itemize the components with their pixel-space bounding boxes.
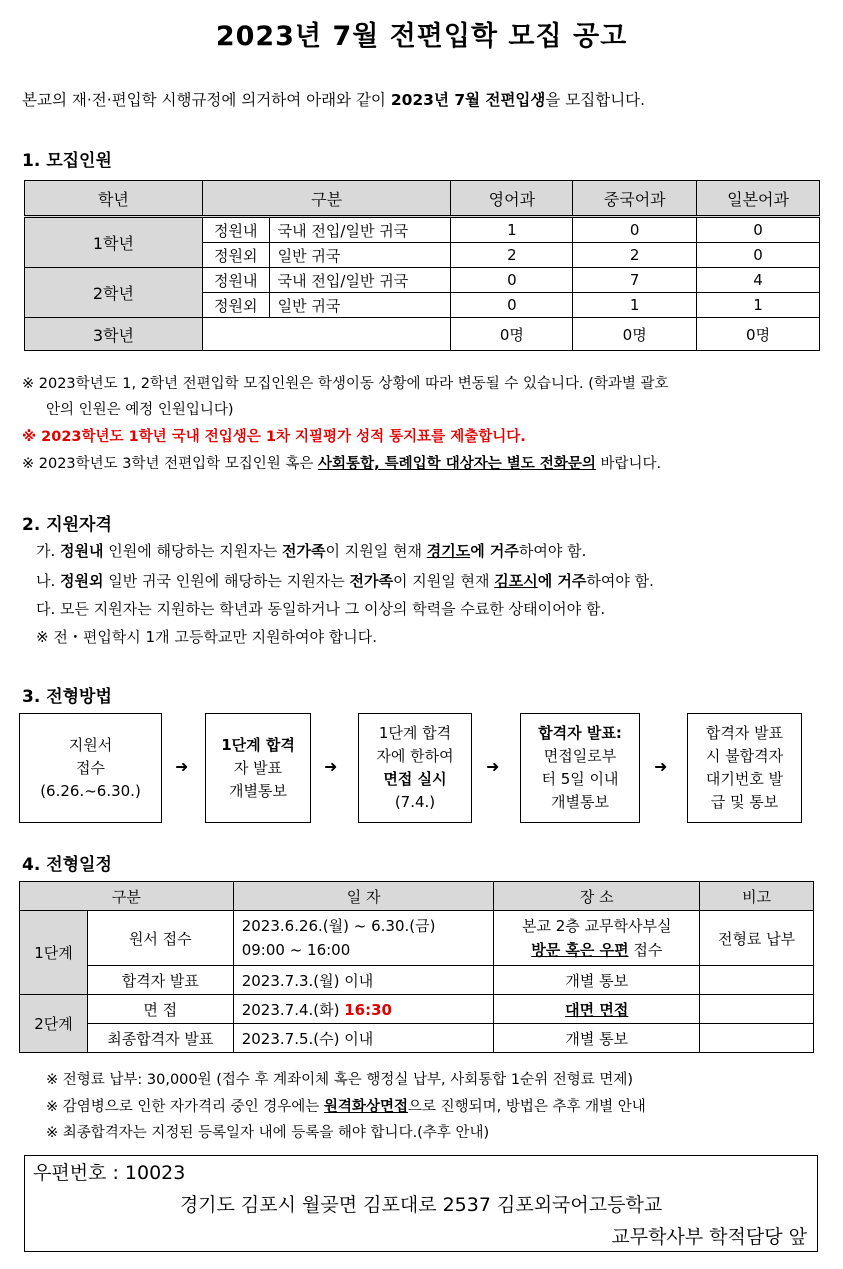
header-japanese: 일본어과 bbox=[697, 181, 820, 217]
page-title: 2023년 7월 전편입학 모집 공고 bbox=[215, 21, 628, 52]
note-recruitment-change: ※ 2023학년도 1, 2학년 전편입학 모집인원은 학생이동 상황에 따라 변동될 수 있습니다. (학과별 괄호 bbox=[22, 376, 669, 392]
header-remark: 비고 bbox=[700, 882, 814, 911]
qualification-note: ※ 전・편입학시 1개 고등학교만 지원하여야 합니다. bbox=[36, 628, 378, 646]
section-qualification-heading: 2. 지원자격 bbox=[22, 515, 112, 535]
table-row: 2학년 정원내 국내 전입/일반 귀국 0 7 4 bbox=[25, 268, 820, 293]
intro-text: 본교의 재·전·편입학 시행규정에 의거하여 아래와 같이 2023년 7월 전편입생을 모집합니다. bbox=[22, 91, 646, 109]
note-recruitment-change-cont: 안의 인원은 예정 인원입니다) bbox=[46, 402, 234, 418]
note-fee: ※ 전형료 납부: 30,000원 (접수 후 계좌이체 혹은 행정실 납부, 사회통합 1순위 전형료 면제) bbox=[46, 1072, 634, 1088]
note-remote-interview: ※ 감염병으로 인한 자가격리 중인 경우에는 원격화상면접으로 진행되며, 방법은 추후 개별 안내 bbox=[46, 1099, 646, 1115]
section-method-heading: 3. 전형방법 bbox=[22, 687, 112, 707]
table-row: 최종합격자 발표 2023.7.5.(수) 이내 개별 통보 bbox=[20, 1024, 814, 1053]
arrow-icon: ➜ bbox=[175, 757, 189, 776]
header-category: 구분 bbox=[20, 882, 234, 911]
header-place: 장 소 bbox=[494, 882, 700, 911]
header-english: 영어과 bbox=[451, 181, 573, 217]
header-chinese: 중국어과 bbox=[573, 181, 697, 217]
header-type: 구분 bbox=[202, 181, 451, 217]
qualification-c: 다. 모든 지원자는 지원하는 학년과 동일하거나 그 이상의 학력을 수료한 상태이어야 함. bbox=[36, 600, 606, 618]
table-row: 합격자 발표 2023.7.3.(월) 이내 개별 통보 bbox=[20, 966, 814, 995]
section-schedule-heading: 4. 전형일정 bbox=[22, 855, 112, 875]
step-announcement: 합격자 발표: 면접일로부 터 5일 이내 개별통보 bbox=[520, 713, 640, 823]
grade-3: 3학년 bbox=[25, 318, 203, 351]
table-row: 2단계 면 접 2023.7.4.(화) 16:30 대면 면접 bbox=[20, 995, 814, 1024]
table-row: 1학년 정원내 국내 전입/일반 귀국 1 0 0 bbox=[25, 217, 820, 243]
qualification-b: 나. 정원외 일반 귀국 인원에 해당하는 지원자는 전가족이 지원일 현재 김포시에 거주하여야 함. bbox=[36, 572, 654, 590]
step-waitlist: 합격자 발표 시 불합격자 대기번호 발 급 및 통보 bbox=[687, 713, 802, 823]
grade-2: 2학년 bbox=[25, 268, 203, 318]
recruitment-table bbox=[24, 180, 820, 351]
note-transcript: ※ 2023학년도 1학년 국내 전입생은 1차 지필평가 성적 통지표를 제출합니다. bbox=[22, 429, 526, 445]
step-first-pass: 1단계 합격 자 발표 개별통보 bbox=[205, 713, 311, 823]
step-interview: 1단계 합격 자에 한하여 면접 실시 (7.4.) bbox=[358, 713, 472, 823]
table-row: 정원외 일반 귀국 0 1 1 bbox=[25, 293, 820, 318]
qualification-a: 가. 정원내 인원에 해당하는 지원자는 전가족이 지원일 현재 경기도에 거주하여야 함. bbox=[36, 542, 587, 560]
address-recipient: 교무학사부 학적담당 앞 bbox=[611, 1226, 807, 1248]
header-grade: 학년 bbox=[25, 181, 203, 217]
table-row: 3학년 0명 0명 0명 bbox=[25, 318, 820, 351]
step-application: 지원서 접수 (6.26.~6.30.) bbox=[19, 713, 162, 823]
schedule-table bbox=[19, 881, 814, 1053]
arrow-icon: ➜ bbox=[324, 757, 338, 776]
address-box bbox=[24, 1155, 818, 1252]
note-registration: ※ 최종합격자는 지정된 등록일자 내에 등록을 해야 합니다.(추후 안내) bbox=[46, 1125, 490, 1141]
grade-1: 1학년 bbox=[25, 217, 203, 268]
table-row: 정원외 일반 귀국 2 2 0 bbox=[25, 243, 820, 268]
stage-2: 2단계 bbox=[20, 995, 88, 1053]
header-date: 일 자 bbox=[233, 882, 494, 911]
section-recruitment-heading: 1. 모집인원 bbox=[22, 151, 112, 171]
arrow-icon: ➜ bbox=[486, 757, 500, 776]
postal-code: 우편번호 : 10023 bbox=[33, 1162, 186, 1184]
address-line: 경기도 김포시 월곶면 김포대로 2537 김포외국어고등학교 bbox=[179, 1194, 663, 1216]
table-row: 1단계 원서 접수 2023.6.26.(월) ~ 6.30.(금) 09:00 ~ 16:00 본교 2층 교무학사부실 방문 혹은 우편 접수 전형료 납부 bbox=[20, 911, 814, 966]
stage-1: 1단계 bbox=[20, 911, 88, 995]
note-grade3: ※ 2023학년도 3학년 전편입학 모집인원 혹은 사회통합, 특례입학 대상자는 별도 전화문의 바랍니다. bbox=[22, 456, 662, 472]
arrow-icon: ➜ bbox=[654, 757, 668, 776]
